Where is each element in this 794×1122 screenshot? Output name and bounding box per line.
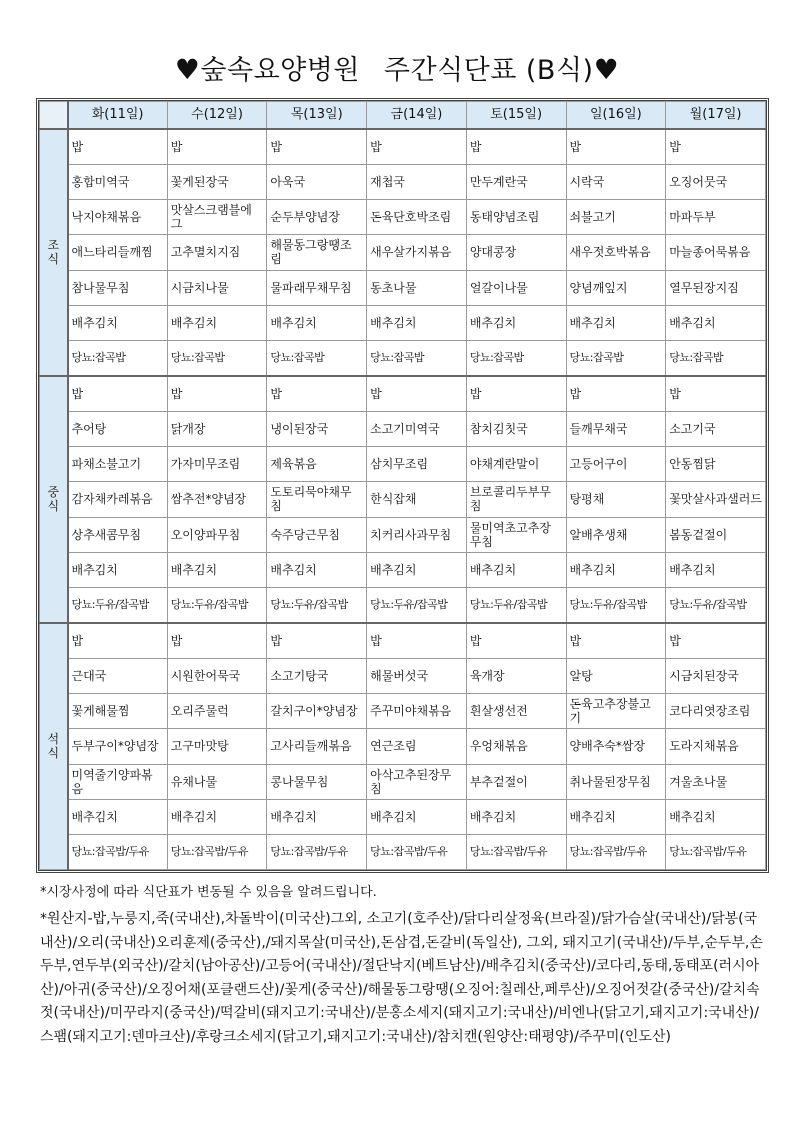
menu-item: 아삭고추된장무침: [367, 764, 467, 799]
menu-item: 소고기국: [666, 412, 766, 447]
corner-cell: [40, 102, 68, 130]
menu-item: 밥: [68, 623, 168, 659]
menu-item: 당뇨:잡곡밥/두유: [167, 834, 267, 869]
day-header-row: [40, 102, 766, 130]
menu-item: 배추김치: [367, 305, 467, 340]
menu-item: 재첩국: [367, 165, 467, 200]
menu-item: 미역줄기양파볶음: [68, 764, 168, 799]
menu-item: 밥: [666, 376, 766, 412]
weekly-menu-table: [36, 98, 769, 873]
menu-item: 밥: [666, 623, 766, 659]
meal-label-char: 식: [47, 499, 60, 514]
menu-item: 밥: [267, 129, 367, 165]
menu-item: 배추김치: [466, 799, 566, 834]
meal-label-char: 조: [47, 238, 60, 253]
day-header: 목(13일): [267, 102, 367, 130]
menu-item: 배추김치: [267, 305, 367, 340]
menu-item: 밥: [267, 376, 367, 412]
menu-item: 순두부양념장: [267, 200, 367, 235]
menu-item: 당뇨:잡곡밥/두유: [267, 834, 367, 869]
hospital-name: 숲속요양병원: [200, 55, 360, 86]
menu-item: 홍합미역국: [68, 165, 168, 200]
menu-item: 배추김치: [466, 305, 566, 340]
menu-item: 돈육고추장불고기: [566, 694, 666, 729]
menu-item: 한식잡채: [367, 482, 467, 517]
menu-item: 겨울초나물: [666, 764, 766, 799]
menu-item: 브로콜리두부무침: [466, 482, 566, 517]
menu-item: 숙주당근무침: [267, 517, 367, 552]
menu-item: 물미역초고추장무침: [466, 517, 566, 552]
menu-item: 탕평채: [566, 482, 666, 517]
menu-item: 마파두부: [666, 200, 766, 235]
menu-item: 추어탕: [68, 412, 168, 447]
day-header: 금(14일): [367, 102, 467, 130]
menu-item: 새우살가지볶음: [367, 235, 467, 270]
menu-item: 얼갈이나물: [466, 270, 566, 305]
menu-row: [40, 552, 766, 587]
menu-item: 마늘종어묵볶음: [666, 235, 766, 270]
heart-icon: ♥: [174, 53, 201, 86]
menu-item: 고구마맛탕: [167, 729, 267, 764]
menu-item: 배추김치: [566, 305, 666, 340]
menu-item: 당뇨:두유/잡곡밥: [367, 587, 467, 623]
menu-row: [40, 729, 766, 764]
menu-item: 고추멸치지짐: [167, 235, 267, 270]
menu-item: 배추김치: [666, 552, 766, 587]
menu-item: 꽃맛살사과샐러드: [666, 482, 766, 517]
menu-item: 꽃게된장국: [167, 165, 267, 200]
menu-item: 양념깨잎지: [566, 270, 666, 305]
menu-item: 당뇨:잡곡밥: [367, 340, 467, 376]
menu-item: 제육볶음: [267, 447, 367, 482]
menu-item: 상추새콤무침: [68, 517, 168, 552]
menu-item: 밥: [466, 376, 566, 412]
menu-row: [40, 447, 766, 482]
menu-item: 새우젓호박볶음: [566, 235, 666, 270]
menu-item: 흰살생선전: [466, 694, 566, 729]
menu-row: [40, 834, 766, 869]
menu-item: 연근조림: [367, 729, 467, 764]
meal-label: [40, 623, 68, 870]
menu-item: 봄동겉절이: [666, 517, 766, 552]
menu-item: 고사리들깨볶음: [267, 729, 367, 764]
menu-item: 감자채카레볶음: [68, 482, 168, 517]
menu-row: [40, 412, 766, 447]
menu-item: 밥: [367, 129, 467, 165]
menu-row: [40, 482, 766, 517]
menu-item: 양배추숙*쌈장: [566, 729, 666, 764]
menu-item: 배추김치: [167, 799, 267, 834]
menu-item: 배추김치: [566, 799, 666, 834]
menu-row: [40, 623, 766, 659]
menu-item: 당뇨:잡곡밥: [267, 340, 367, 376]
day-header: 월(17일): [666, 102, 766, 130]
menu-item: 삼치무조림: [367, 447, 467, 482]
menu-row: [40, 587, 766, 623]
menu-item: 배추김치: [367, 552, 467, 587]
menu-row: [40, 517, 766, 552]
menu-item: 물파래무채무침: [267, 270, 367, 305]
menu-item: 밥: [666, 129, 766, 165]
menu-item: 코다리엿장조림: [666, 694, 766, 729]
menu-item: 만두계란국: [466, 165, 566, 200]
menu-item: 당뇨:잡곡밥/두유: [68, 834, 168, 869]
menu-item: 안동찜닭: [666, 447, 766, 482]
menu-row: [40, 376, 766, 412]
menu-item: 동초나물: [367, 270, 467, 305]
heart-icon: ♥: [593, 53, 620, 86]
menu-item: 유채나물: [167, 764, 267, 799]
menu-item: 당뇨:잡곡밥: [466, 340, 566, 376]
menu-item: 냉이된장국: [267, 412, 367, 447]
menu-item: 시금치나물: [167, 270, 267, 305]
menu-item: 당뇨:두유/잡곡밥: [666, 587, 766, 623]
menu-item: 배추김치: [68, 552, 168, 587]
menu-row: [40, 305, 766, 340]
menu-item: 배추김치: [68, 305, 168, 340]
menu-item: 참나물무침: [68, 270, 168, 305]
menu-item: 쇠불고기: [566, 200, 666, 235]
menu-item: 배추김치: [68, 799, 168, 834]
menu-row: [40, 235, 766, 270]
menu-item: 열무된장지짐: [666, 270, 766, 305]
menu-item: 밥: [68, 129, 168, 165]
menu-item: 쌈추전*양념장: [167, 482, 267, 517]
menu-name: 주간식단표 (B식): [383, 55, 594, 86]
menu-item: 소고기미역국: [367, 412, 467, 447]
meal-label-char: 중: [47, 485, 60, 500]
menu-item: 우엉채볶음: [466, 729, 566, 764]
menu-item: 당뇨:잡곡밥/두유: [367, 834, 467, 869]
menu-item: 밥: [466, 129, 566, 165]
menu-item: 밥: [566, 129, 666, 165]
menu-item: 맛살스크램블에그: [167, 200, 267, 235]
menu-item: 당뇨:두유/잡곡밥: [167, 587, 267, 623]
meal-label-char: 식: [47, 746, 60, 761]
menu-item: 밥: [466, 623, 566, 659]
menu-item: 알배추생채: [566, 517, 666, 552]
menu-item: 치커리사과무침: [367, 517, 467, 552]
menu-item: 동태양념조림: [466, 200, 566, 235]
menu-item: 육개장: [466, 659, 566, 694]
menu-item: 배추김치: [566, 552, 666, 587]
day-header: 수(12일): [167, 102, 267, 130]
meal-label: [40, 129, 68, 376]
menu-item: 배추김치: [466, 552, 566, 587]
menu-item: 당뇨:잡곡밥: [666, 340, 766, 376]
menu-item: 배추김치: [167, 552, 267, 587]
menu-item: 부추겉절이: [466, 764, 566, 799]
menu-item: 취나물된장무침: [566, 764, 666, 799]
menu-item: 해물동그랑땡조림: [267, 235, 367, 270]
menu-item: 꽃게해물찜: [68, 694, 168, 729]
menu-row: [40, 165, 766, 200]
menu-item: 밥: [167, 623, 267, 659]
day-header: 토(15일): [466, 102, 566, 130]
change-notice: *시장사정에 따라 식단표가 변동될 수 있음을 알려드립니다.: [40, 885, 377, 900]
menu-row: [40, 340, 766, 376]
menu-row: [40, 694, 766, 729]
menu-item: 양대콩장: [466, 235, 566, 270]
menu-item: 당뇨:잡곡밥/두유: [466, 834, 566, 869]
menu-item: 닭개장: [167, 412, 267, 447]
menu-item: 배추김치: [167, 305, 267, 340]
meal-label-char: 식: [47, 252, 60, 267]
menu-item: 밥: [167, 129, 267, 165]
menu-item: 배추김치: [367, 799, 467, 834]
menu-item: 밥: [267, 623, 367, 659]
meal-label: [40, 376, 68, 623]
menu-item: 근대국: [68, 659, 168, 694]
menu-row: [40, 200, 766, 235]
menu-row: [40, 659, 766, 694]
menu-item: 소고기탕국: [267, 659, 367, 694]
menu-item: 파채소불고기: [68, 447, 168, 482]
menu-item: 참치김칫국: [466, 412, 566, 447]
menu-item: 오이양파무침: [167, 517, 267, 552]
menu-item: 야채계란말이: [466, 447, 566, 482]
menu-item: 배추김치: [267, 552, 367, 587]
menu-item: 당뇨:두유/잡곡밥: [466, 587, 566, 623]
menu-row: [40, 799, 766, 834]
menu-item: 밥: [367, 623, 467, 659]
menu-item: 갈치구이*양념장: [267, 694, 367, 729]
menu-item: 시원한어묵국: [167, 659, 267, 694]
menu-item: 밥: [167, 376, 267, 412]
menu-item: 주꾸미야채볶음: [367, 694, 467, 729]
menu-item: 밥: [566, 376, 666, 412]
day-header: 화(11일): [68, 102, 168, 130]
menu-item: 시금치된장국: [666, 659, 766, 694]
menu-item: 당뇨:잡곡밥/두유: [566, 834, 666, 869]
meal-label-char: 석: [47, 732, 60, 747]
menu-row: [40, 764, 766, 799]
menu-item: 애느타리들깨찜: [68, 235, 168, 270]
menu-item: 도토리묵야채무침: [267, 482, 367, 517]
menu-item: 당뇨:두유/잡곡밥: [566, 587, 666, 623]
menu-item: 아욱국: [267, 165, 367, 200]
menu-item: 돈육단호박조림: [367, 200, 467, 235]
menu-item: 배추김치: [666, 305, 766, 340]
menu-item: 들깨무채국: [566, 412, 666, 447]
menu-item: 당뇨:두유/잡곡밥: [267, 587, 367, 623]
menu-item: 배추김치: [267, 799, 367, 834]
menu-item: 오리주물럭: [167, 694, 267, 729]
menu-item: 콩나물무침: [267, 764, 367, 799]
menu-item: 당뇨:잡곡밥/두유: [666, 834, 766, 869]
menu-row: [40, 270, 766, 305]
menu-item: 두부구이*양념장: [68, 729, 168, 764]
menu-item: 당뇨:잡곡밥: [68, 340, 168, 376]
menu-item: 당뇨:잡곡밥: [566, 340, 666, 376]
menu-item: 배추김치: [666, 799, 766, 834]
origin-info: *원산지-밥,누룽지,죽(국내산),차돌박이(미국산)그외, 소고기(호주산)/닭다리살정육(브라질)/닭가슴살(국내산)/닭봉(국내산)/오리(국내산)오리훈제(중국산),/돼지목살(미국산),돈삼겹,돈갈비(독일산), 그외, 돼지고기(국내산)/두부,순두부,손두부,연두부(외국산)/갈치(남아공산)/고등어(국내산)/절단낙지(베트남산)/배추김치(중국산)/코다리,동태,동태포(러시아산)/아귀(중국산)/오징어채(포클랜드산)/꽃게(중국산)/해물동그랑땡(오징어:칠레산,페루산)/오징어젓갈(중국산)/갈치속젓(국내산)/미꾸라지(중국산)/떡갈비(돼지고기:국내산)/분홍소세지(돼지고기:국내산)/비엔나(닭고기,돼지고기:국내산)/스팸(돼지고기:덴마크산)/후랑크소세지(닭고기,돼지고기:국내산)/참치캔(원양산:태평양)/주꾸미(인도산): [40, 911, 763, 1045]
menu-item: 도라지채볶음: [666, 729, 766, 764]
menu-item: 고등어구이: [566, 447, 666, 482]
day-header: 일(16일): [566, 102, 666, 130]
menu-item: 알탕: [566, 659, 666, 694]
menu-item: 오징어뭇국: [666, 165, 766, 200]
menu-item: 밥: [68, 376, 168, 412]
menu-item: 시락국: [566, 165, 666, 200]
menu-item: 당뇨:두유/잡곡밥: [68, 587, 168, 623]
menu-item: 해물버섯국: [367, 659, 467, 694]
page-title: [0, 48, 794, 87]
menu-item: 밥: [367, 376, 467, 412]
menu-item: 낙지야채볶음: [68, 200, 168, 235]
menu-item: 밥: [566, 623, 666, 659]
menu-row: [40, 129, 766, 165]
menu-item: 당뇨:잡곡밥: [167, 340, 267, 376]
menu-item: 가자미무조림: [167, 447, 267, 482]
